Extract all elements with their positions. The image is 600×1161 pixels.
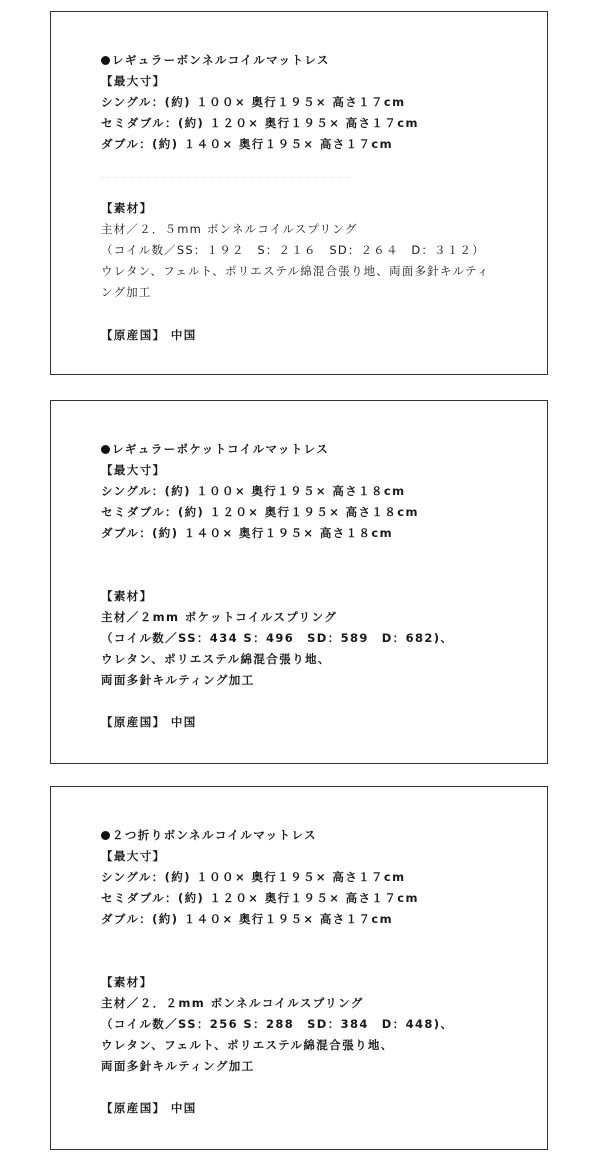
product-title: ２つ折りボンネルコイルマットレス [101,825,527,846]
material-line: （コイル数／SS：256 S：288 SD：384 D：448)、 [101,1017,454,1031]
product-title: レギュラーボンネルコイルマットレス [101,50,527,71]
material-line: 主材／２．２mm ボンネルコイルスプリング [101,996,364,1010]
material-line: ング加工 [101,285,152,299]
size-double: ダブル：(約) １４０× 奥行１９５× 高さ１８cm [101,526,394,540]
material-line: 両面多針キルティング加工 [101,673,255,687]
product-title: レギュラーポケットコイルマットレス [101,439,527,460]
size-double: ダブル：(約) １４０× 奥行１９５× 高さ１７cm [101,137,394,151]
material-line: 主材／２mm ポケットコイルスプリング [101,610,338,624]
material-line: ウレタン、ポリエステル綿混合張り地、 [101,652,331,666]
origin-line: 【原産国】 中国 [101,1101,197,1115]
faint-divider [101,169,351,178]
bullet-icon [101,445,110,454]
size-semi-double: セミダブル：(約) １２０× 奥行１９５× 高さ１７cm [101,116,419,130]
size-header: 【最大寸】 [101,463,166,477]
origin-line: 【原産国】 中国 [101,715,197,729]
material-line: ウレタン、フェルト、ポリエステル綿混合張り地、両面多針キルティ [101,264,490,278]
material-header: 【素材】 [101,589,153,603]
spec-card-pocket-regular [50,400,548,764]
size-semi-double: セミダブル：(約) １２０× 奥行１９５× 高さ１８cm [101,505,419,519]
bullet-icon [101,56,110,65]
material-line: 主材／２．５mm ボンネルコイルスプリング [101,222,358,236]
material-header: 【素材】 [101,201,153,215]
spec-card-bonnell-regular [50,11,548,375]
size-semi-double: セミダブル：(約) １２０× 奥行１９５× 高さ１７cm [101,891,419,905]
spec-content [101,50,527,346]
size-single: シングル：(約) １００× 奥行１９５× 高さ１７cm [101,870,406,884]
origin-line: 【原産国】 中国 [101,328,197,342]
size-header: 【最大寸】 [101,74,166,88]
material-header: 【素材】 [101,975,153,989]
material-line: 両面多針キルティング加工 [101,1059,255,1073]
size-single: シングル：(約) １００× 奥行１９５× 高さ１７cm [101,95,406,109]
material-line: （コイル数／SS：434 S：496 SD：589 D：682)、 [101,631,454,645]
material-line: （コイル数／SS：１９２ S：２１６ SD：２６４ D：３１２） [101,243,485,257]
material-line: ウレタン、フェルト、ポリエステル綿混合張り地、 [101,1038,394,1052]
size-header: 【最大寸】 [101,849,166,863]
spec-content [101,439,527,733]
spec-content [101,825,527,1119]
size-single: シングル：(約) １００× 奥行１９５× 高さ１８cm [101,484,406,498]
bullet-icon [101,831,110,840]
size-double: ダブル：(約) １４０× 奥行１９５× 高さ１７cm [101,912,394,926]
spec-card-bonnell-folding [50,786,548,1150]
